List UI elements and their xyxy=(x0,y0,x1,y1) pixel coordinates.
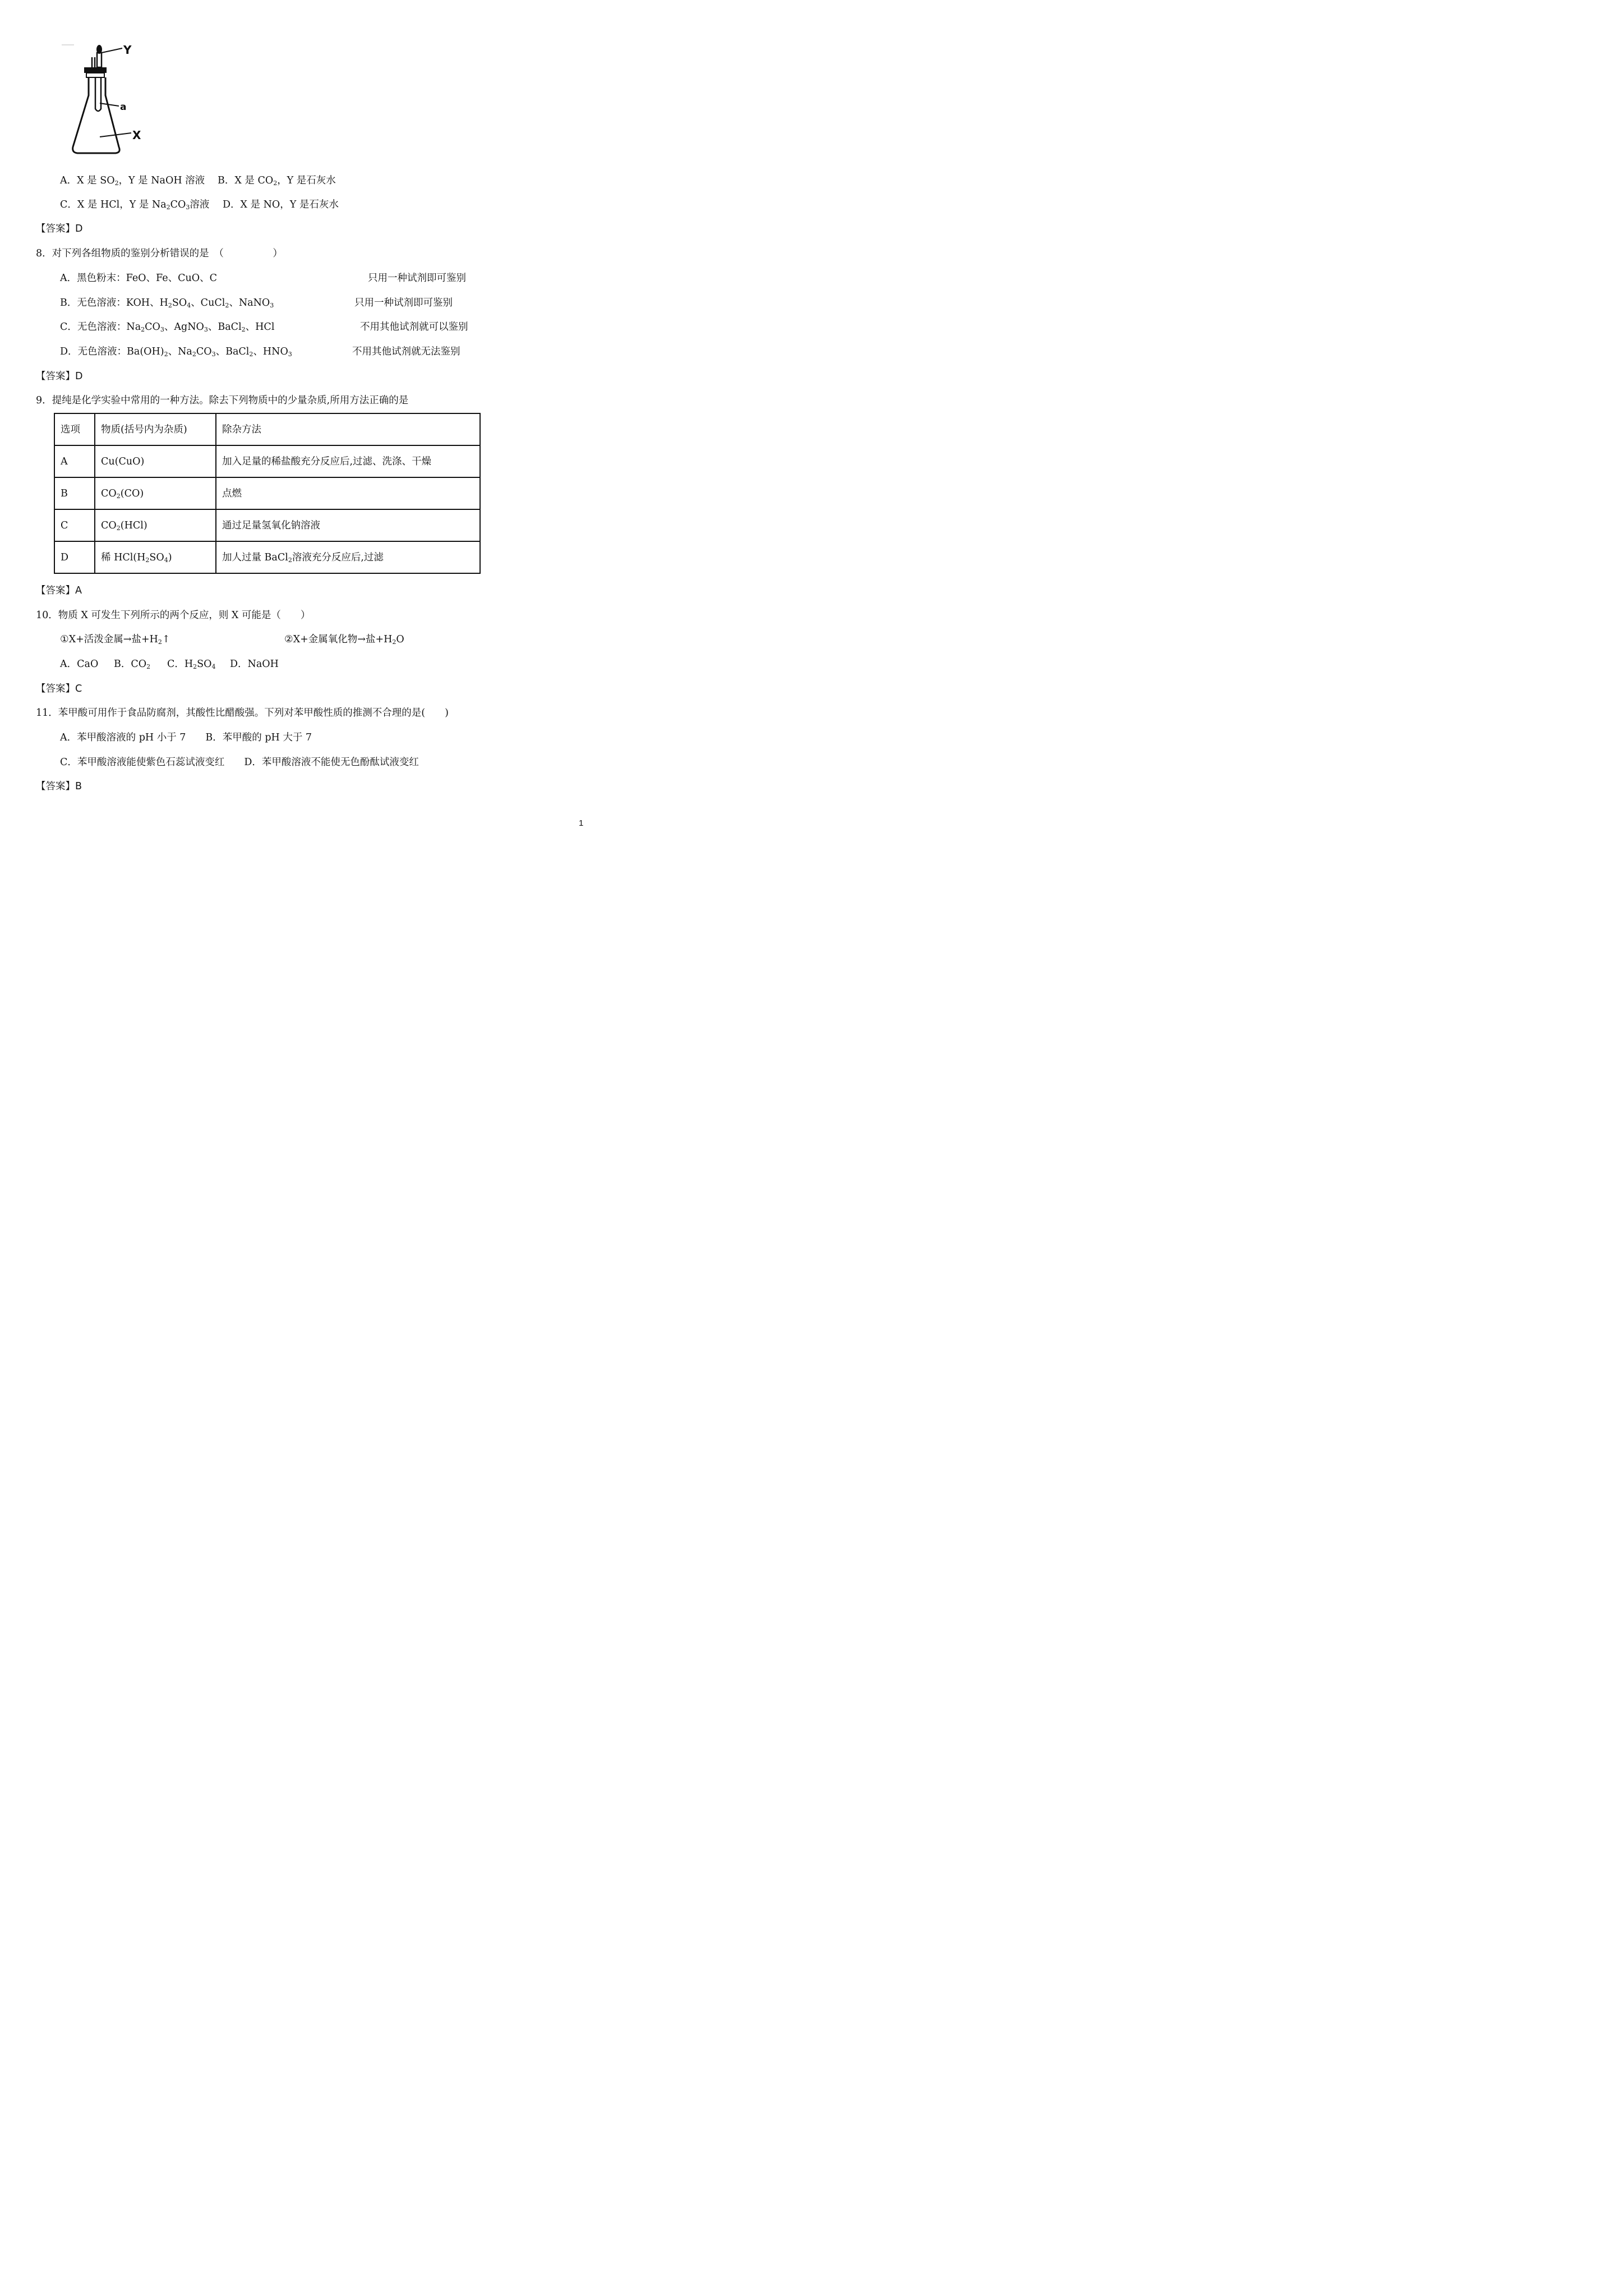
table-row xyxy=(54,445,480,477)
page-number: 1 xyxy=(579,818,584,828)
q7-option-b: B．X 是 $CO_2$，Y 是石灰水 xyxy=(218,175,336,187)
table-header-row xyxy=(54,413,480,445)
row-c-method: 通过足量氢氧化钠溶液 xyxy=(216,509,480,541)
row-b-method: 点燃 xyxy=(216,477,480,509)
label-x: X xyxy=(132,128,141,142)
q8-option-c: C．无色溶液：$Na_2CO_3$、AgNO$_3$、BaCl$_2$、HCl xyxy=(60,321,275,333)
label-y: Y xyxy=(123,43,132,57)
q7-option-d: D．X 是 NO，Y 是石灰水 xyxy=(223,199,339,210)
q9-table xyxy=(54,413,481,574)
q8-option-b-note: 只用一种试剂即可鉴别 xyxy=(354,297,453,309)
q8-option-d: D．无色溶液：$Ba(OH)_2$、$Na_2CO_3$、BaCl$_2$、$HNO_3$ xyxy=(60,346,292,358)
row-a-option: A xyxy=(54,445,95,477)
row-d-option: D xyxy=(54,541,95,573)
header-option: 选项 xyxy=(54,413,95,445)
q8-option-d-note: 不用其他试剂就无法鉴别 xyxy=(352,346,460,357)
table-row xyxy=(54,477,480,509)
header-method: 除杂方法 xyxy=(216,413,480,445)
q7-option-a: A．X 是 $SO_2$，Y 是 NaOH 溶液 xyxy=(60,175,205,187)
q10-option-d: D．NaOH xyxy=(230,659,279,670)
q8-stem: 8．对下列各组物质的鉴别分析错误的是 （ ） xyxy=(36,248,283,259)
q11-answer: 【答案】B xyxy=(36,781,82,792)
row-c-substance: $CO_2(HCl)$ xyxy=(95,509,216,541)
label-a: a xyxy=(120,102,127,113)
q8-option-a-note: 只用一种试剂即可鉴别 xyxy=(368,273,466,284)
q8-option-b: B．无色溶液：KOH、$H_2SO_4$、CuCl$_2$、NaNO$_3$ xyxy=(60,297,274,309)
q8-answer: 【答案】D xyxy=(36,371,83,382)
header-substance: 物质(括号内为杂质) xyxy=(95,413,216,445)
q10-option-b: B．$CO_2$ xyxy=(114,659,151,670)
row-b-option: B xyxy=(54,477,95,509)
q8-option-a: A．黑色粉末：FeO、Fe、CuO、C xyxy=(60,273,217,284)
q7-answer: 【答案】D xyxy=(36,223,83,234)
q11-stem: 11．苯甲酸可用作于食品防腐剂，其酸性比醋酸强。下列对苯甲酸性质的推测不合理的是( ) xyxy=(36,707,449,719)
table-row xyxy=(54,541,480,573)
flask-apparatus-figure xyxy=(61,40,139,158)
q10-reaction-1: ①X+活泼金属→盐$+H_2↑$ xyxy=(60,634,170,646)
q9-answer: 【答案】A xyxy=(36,585,82,596)
q11-options-ab: A．苯甲酸溶液的 pH 小于 7 B．苯甲酸的 pH 大于 7 xyxy=(60,732,312,743)
q7-option-c: C．X 是 HCl，Y 是 $Na_2CO_3$溶液 xyxy=(60,199,210,211)
row-a-method: 加入足量的稀盐酸充分反应后,过滤、洗涤、干燥 xyxy=(216,445,480,477)
q11-options-cd: C．苯甲酸溶液能使紫色石蕊试液变红 D．苯甲酸溶液不能使无色酚酞试液变红 xyxy=(60,757,419,768)
row-d-method: 加人过量 BaCl$_2$溶液充分反应后,过滤 xyxy=(216,541,480,573)
q10-answer: 【答案】C xyxy=(36,683,82,694)
q10-reaction-2: ②X+金属氧化物→盐$+H_2O$ xyxy=(284,634,404,646)
row-b-substance: $CO_2(CO)$ xyxy=(95,477,216,509)
row-d-substance: 稀 $HCl(H_2SO_4)$ xyxy=(95,541,216,573)
q8-option-c-note: 不用其他试剂就可以鉴别 xyxy=(360,321,468,333)
q10-option-c: C．$H_2SO_4$ xyxy=(167,659,216,670)
table-row xyxy=(54,509,480,541)
q10-stem: 10．物质 X 可发生下列所示的两个反应，则 X 可能是（ ） xyxy=(36,610,311,621)
q9-stem: 9．提纯是化学实验中常用的一种方法。除去下列物质中的少量杂质,所用方法正确的是 xyxy=(36,395,409,406)
row-c-option: C xyxy=(54,509,95,541)
row-a-substance: Cu(CuO) xyxy=(95,445,216,477)
q10-option-a: A．CaO xyxy=(60,659,99,670)
